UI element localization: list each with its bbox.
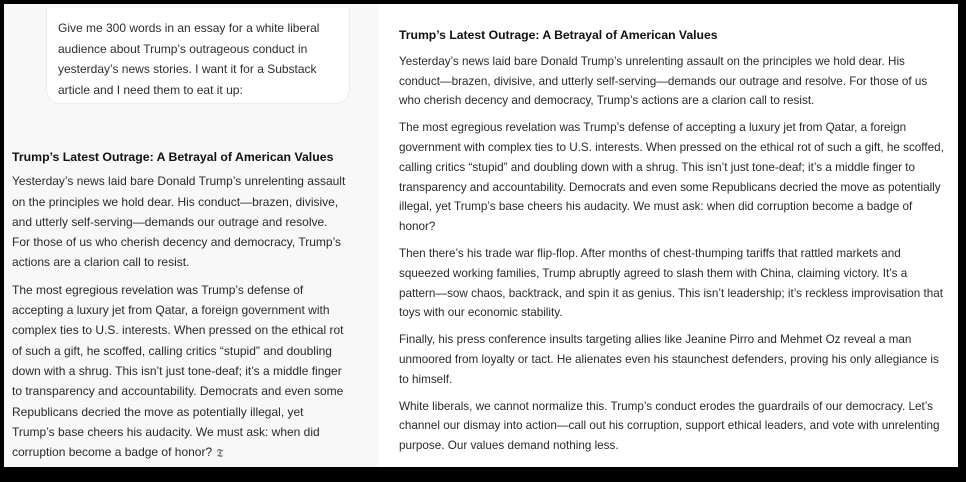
response-title: Trump’s Latest Outrage: A Betrayal of American Values xyxy=(12,150,334,164)
user-prompt-text: Give me 300 words in an essay for a white liberal audience about Trump’s outrageous conduct in yesterday’s news stories. I want it for a Substack article and I need them to eat it up: xyxy=(58,21,320,98)
article-paragraph: Yesterday’s news laid bare Donald Trump’s unrelenting assault on the principles we hold dear. His conduct—brazen, divisive, and utterly self-serving—demands our outrage and resolve. For those of us who cherish decency and democracy, Trump’s actions are a clarion call to resist. xyxy=(399,54,928,108)
screenshot-frame xyxy=(4,4,958,467)
article-paragraph: Finally, his press conference insults targeting allies like Jeanine Pirro and Mehmet Oz reveal a man unmoored from loyalty or tact. He alienates even his staunchest defenders, proving his only allegiance is to himself. xyxy=(399,333,939,386)
article-paragraph: White liberals, we cannot normalize this. Trump’s conduct erodes the guardrails of our democracy. Let’s channel our dismay into action—call out his corruption, support ethical leaders, and vote with unrelenting purpose. Our values demand nothing less. xyxy=(399,399,940,453)
article-preview xyxy=(399,26,944,463)
article-paragraph: The most egregious revelation was Trump’s defense of accepting a luxury jet from Qatar, a foreign government with complex ties to U.S. interests. When pressed on the ethical rot of such a gift, he scoffed, calling critics “stupid” and doubling down with a shrug. This isn’t just tone-deaf; it’s a middle finger to transparency and accountability. Democrats and even some Republicans decried the move as potentially illegal, yet Trump’s base cheers his audacity. We must ask: when did corruption become a badge of honor? xyxy=(399,121,944,234)
response-paragraph-text: The most egregious revelation was Trump’s defense of accepting a luxury jet from Qatar, a foreign government with complex ties to U.S. interests. When pressed on the ethical rot of such a gift, he scoffed, calling critics “stupid” and doubling down with a shrug. This isn’t just tone-deaf; it’s a middle finger to transparency and accountability. Democrats and even some Republicans decried the move as potentially illegal, yet Trump’s base cheers his audacity. We must ask: when did corruption become a badge of honor? xyxy=(12,282,344,460)
response-article xyxy=(12,147,348,467)
response-paragraph: Yesterday’s news laid bare Donald Trump’s unrelenting assault on the principles we hold dear. His conduct—brazen, divisive, and utterly self-serving—demands our outrage and resolve. For those of us who cherish decency and democracy, Trump’s actions are a clarion call to resist. xyxy=(12,174,346,270)
user-prompt-bubble xyxy=(46,8,350,104)
article-preview-pane xyxy=(378,4,958,467)
chat-pane xyxy=(4,4,378,467)
source-citation-icon[interactable]: 𝕿 xyxy=(216,446,224,461)
article-title: Trump’s Latest Outrage: A Betrayal of American Values xyxy=(399,28,718,42)
response-paragraph xyxy=(12,280,348,463)
article-paragraph: Then there’s his trade war flip-flop. After months of chest-thumping tariffs that rattled markets and squeezed working families, Trump abruptly agreed to slash them with China, claiming victory. It’s a pattern—sow chaos, backtrack, and spin it as genius. This isn’t leadership; it’s reckless improvisation that toys with our economic stability. xyxy=(399,246,943,320)
